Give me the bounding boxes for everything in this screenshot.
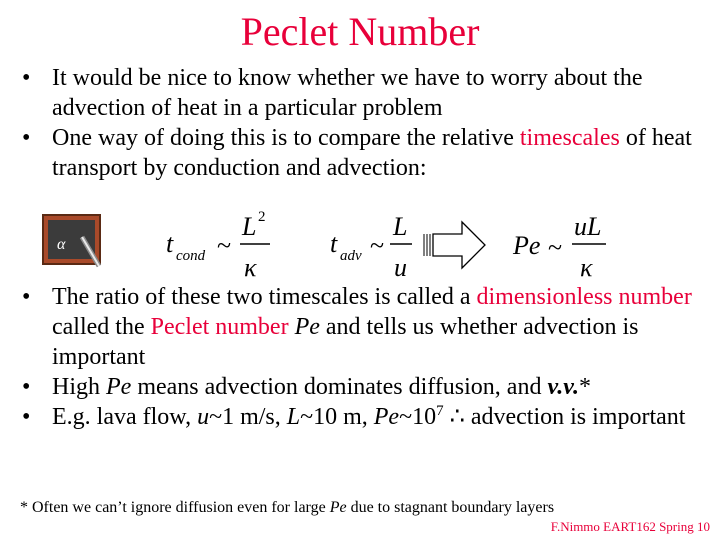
- tilde-symbol: ~: [548, 233, 563, 262]
- bullet-lava-example: [22, 402, 712, 432]
- L-symbol: L: [393, 212, 408, 241]
- bullet-text-pre: One way of doing this is to compare the relative: [52, 125, 520, 151]
- footnote-post: due to stagnant boundary layers: [346, 499, 555, 516]
- u-symbol: u: [394, 253, 407, 282]
- pe-exponent: 7: [436, 403, 444, 419]
- pe-value: ~10: [399, 404, 437, 430]
- conclusion-text: ∴ advection is important: [443, 404, 686, 430]
- alpha-glyph: α: [57, 236, 66, 253]
- kappa-symbol: κ: [580, 253, 593, 282]
- vice-versa-term: v.v.: [547, 374, 579, 400]
- u-value: ~1 m/s,: [209, 404, 287, 430]
- slide-title: Peclet Number: [240, 9, 480, 54]
- peclet-equation: [512, 212, 606, 282]
- bullet-high-pe: [22, 372, 712, 402]
- cond-subscript: cond: [176, 248, 206, 264]
- bullet-dimensionless-number: [22, 282, 712, 372]
- pe-term: Pe: [294, 314, 320, 340]
- footnote-pre: * Often we can’t ignore diffusion even for large: [20, 499, 330, 516]
- bullet-compare-timescales: [22, 123, 712, 183]
- slide-credit: F.Nimmo EART162 Spring 10: [550, 519, 710, 534]
- bottom-bullet-list: [22, 282, 712, 432]
- timescale-equations: [0, 204, 720, 284]
- squared-exponent: 2: [258, 209, 266, 225]
- pe-term: Pe: [106, 374, 132, 400]
- bullet-advection-worry: [22, 63, 712, 123]
- t-symbol: t: [330, 229, 338, 258]
- bullet-dot: •: [22, 65, 31, 91]
- alpha-link-icon[interactable]: [43, 215, 100, 266]
- t-adv-equation: [330, 212, 412, 282]
- bullet-text-mid: means advection dominates diffusion, and: [131, 374, 548, 400]
- bullet-text-post: of heat transport by conduction and advection:: [52, 125, 692, 181]
- dimensionless-number-highlight: dimensionless number: [476, 284, 692, 310]
- example-text: E.g. lava flow,: [52, 404, 198, 430]
- pe-term: Pe: [373, 404, 400, 430]
- bullet-dot: •: [22, 125, 31, 151]
- u-term: u: [197, 404, 210, 430]
- bullet-dot: •: [22, 404, 31, 430]
- footnote: [20, 498, 554, 518]
- bullet-dot: •: [22, 374, 31, 400]
- tilde-symbol: ~: [370, 231, 385, 260]
- pe-term: Pe: [329, 499, 347, 516]
- kappa-symbol: κ: [244, 253, 257, 282]
- bullet-text-mid: called the: [52, 314, 151, 340]
- adv-subscript: adv: [340, 248, 362, 264]
- bullet-text-post: and tells us whether advection is important: [52, 314, 639, 370]
- bullet-dot: •: [22, 284, 31, 310]
- timescales-highlight: timescales: [519, 125, 620, 151]
- implies-arrow-icon: [424, 222, 485, 268]
- bullet-text: It would be nice to know whether we have to worry about the advection of heat in a particular problem: [52, 65, 643, 121]
- uL-symbol: uL: [574, 212, 602, 241]
- L-symbol: L: [242, 212, 257, 241]
- pe-symbol: Pe: [513, 231, 541, 260]
- peclet-number-highlight: Peclet number: [150, 314, 289, 340]
- top-bullet-list: [22, 63, 712, 183]
- bullet-text-pre: High: [52, 374, 106, 400]
- t-cond-equation: [166, 209, 270, 282]
- bullet-text-pre: The ratio of these two timescales is called a: [52, 284, 477, 310]
- L-term: L: [286, 404, 301, 430]
- L-value: ~10 m,: [300, 404, 374, 430]
- t-symbol: t: [166, 229, 174, 258]
- asterisk-mark: *: [578, 374, 591, 400]
- tilde-symbol: ~: [217, 231, 232, 260]
